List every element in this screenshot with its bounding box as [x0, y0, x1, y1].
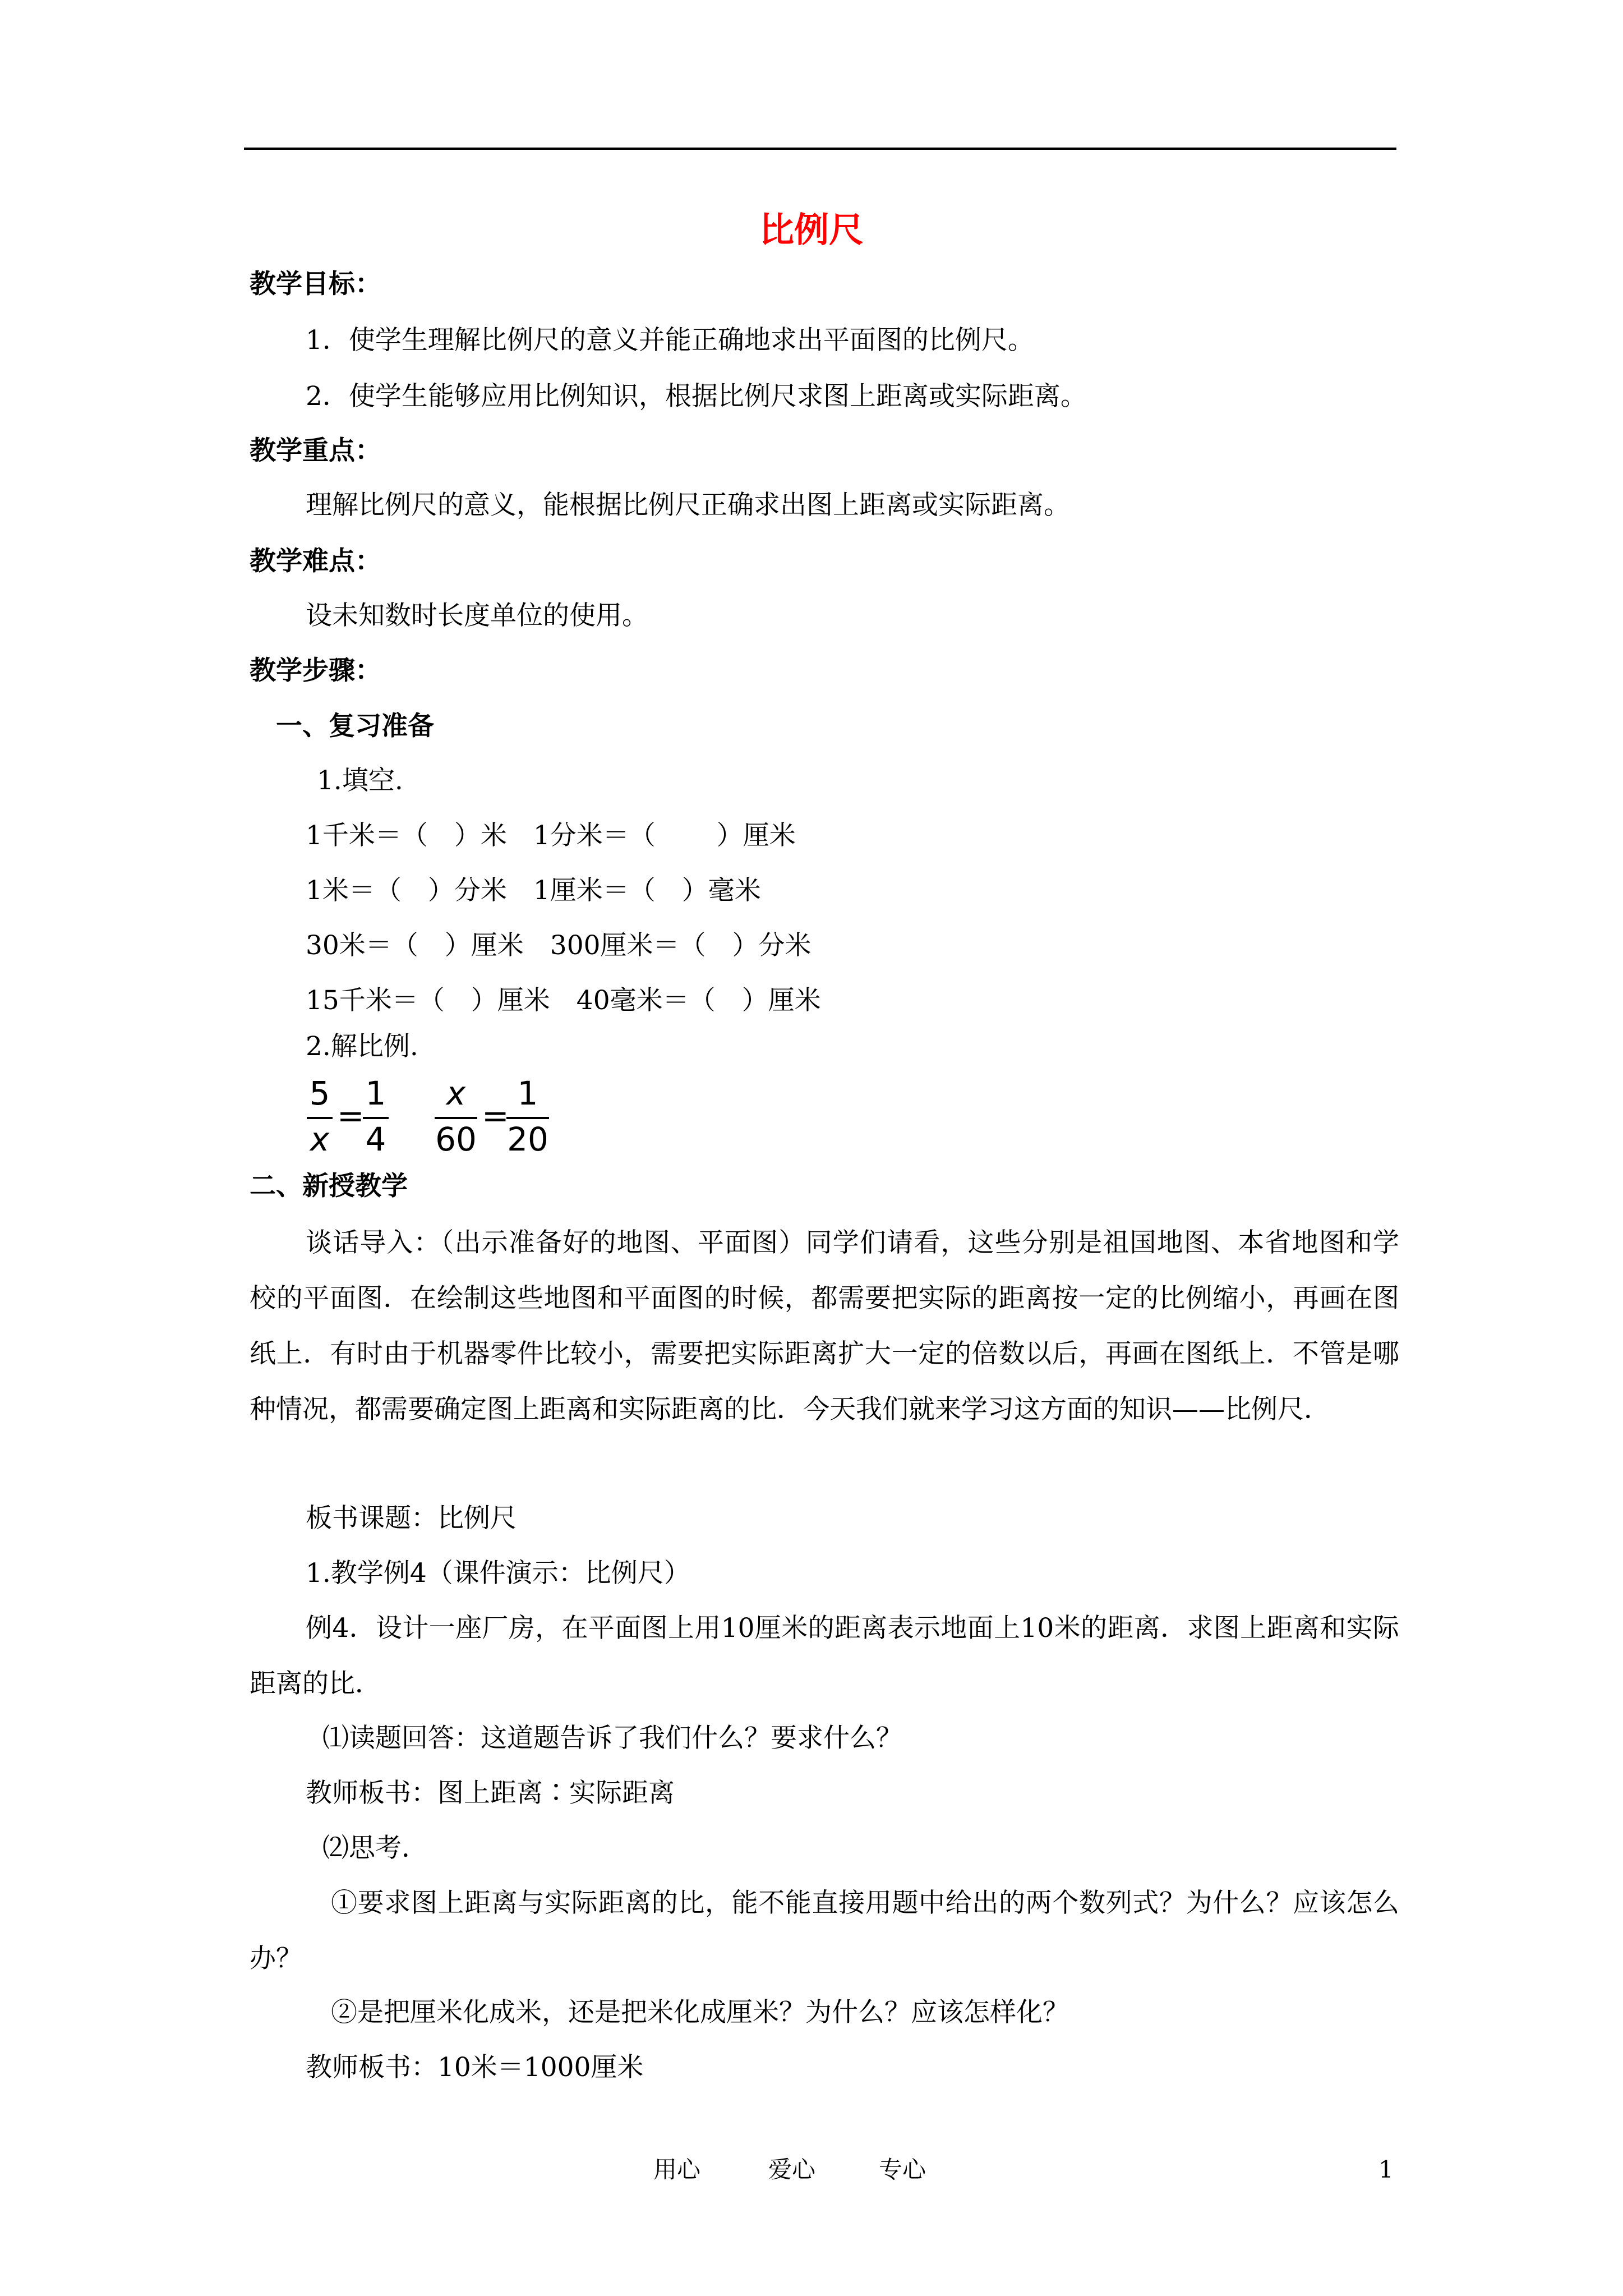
document-title: 比例尺	[759, 209, 864, 250]
fill-line: 30米＝（ ）厘米 300厘米＝（ ）分米	[306, 930, 811, 961]
difficulty-text: 设未知数时长度单位的使用。	[306, 600, 648, 631]
board-title: 板书课题：比例尺	[306, 1503, 517, 1534]
eq1-right-denominator: 4	[365, 1120, 386, 1158]
think-2: ②是把厘米化成米，还是把米化成厘米？为什么？应该怎样化？	[331, 1997, 1069, 2028]
footer-motto-3: 专心	[879, 2156, 926, 2183]
proportion-equation-1	[306, 1074, 401, 1158]
difficulty-heading: 教学难点：	[250, 546, 381, 577]
fill-line: 15千米＝（ ）厘米 40毫米＝（ ）厘米	[306, 985, 821, 1016]
review-heading: 一、复习准备	[276, 711, 434, 742]
think-1: ①要求图上距离与实际距离的比，能不能直接用题中给出的两个数列式？为什么？应该怎么办？	[250, 1888, 1399, 1974]
fill-title: 1.填空.	[317, 765, 403, 796]
footer-motto-2: 爱心	[768, 2156, 816, 2183]
intro-paragraph: 谈话导入：（出示准备好的地图、平面图）同学们请看，这些分别是祖国地图、本省地图和学校的平面图．在绘制这些地图和平面图的时候，都需要把实际的距离按一定的比例缩小，再画在图纸上．有时由于机器零件比较小，需要把实际距离扩大一定的倍数以后，再画在图纸上．不管是哪种情况，都需要确定图上距离和实际距离的比．今天我们就来学习这方面的知识——比例尺．	[250, 1227, 1399, 1425]
eq2-left-numerator: x	[446, 1074, 466, 1112]
question-2: ⑵思考．	[322, 1833, 428, 1864]
objective-2: 2．使学生能够应用比例知识，根据比例尺求图上距离或实际距离。	[306, 381, 1087, 412]
fill-line: 1米＝（ ）分米 1厘米＝（ ）毫米	[306, 875, 761, 906]
eq2-equals: =	[482, 1097, 509, 1135]
header-rule	[244, 148, 1396, 150]
eq1-right-numerator: 1	[365, 1074, 386, 1112]
objectives-heading: 教学目标：	[250, 269, 381, 300]
eq1-left-denominator: x	[310, 1120, 330, 1158]
solve-title: 2.解比例.	[306, 1031, 418, 1062]
eq2-right-numerator: 1	[517, 1074, 538, 1112]
eq1-left-numerator: 5	[309, 1074, 330, 1112]
eq2-left-denominator: 60	[435, 1120, 477, 1158]
eq2-right-denominator: 20	[507, 1120, 548, 1158]
footer-motto-1: 用心	[653, 2156, 701, 2183]
page-number: 1	[1378, 2156, 1394, 2183]
new-teaching-heading: 二、新授教学	[250, 1171, 408, 1202]
key-points-heading: 教学重点：	[250, 435, 381, 466]
teacher-board-2: 教师板书：10米＝1000厘米	[306, 2052, 644, 2083]
key-points-text: 理解比例尺的意义，能根据比例尺正确求出图上距离或实际距离。	[306, 490, 1070, 521]
eq1-equals: =	[337, 1097, 365, 1135]
fill-line: 1千米＝（ ）米 1分米＝（ ）厘米	[306, 820, 796, 851]
eq1-right-fraction-bar	[363, 1117, 389, 1119]
eq2-right-fraction-bar	[506, 1117, 549, 1119]
proportion-equation-2	[434, 1074, 568, 1158]
example-text: 例4．设计一座厂房，在平面图上用10厘米的距离表示地面上10米的距离．求图上距离和实际距离的比．	[250, 1613, 1399, 1699]
example-title: 1.教学例4（课件演示：比例尺）	[306, 1558, 690, 1589]
teacher-board-1: 教师板书：图上距离∶实际距离	[306, 1778, 675, 1809]
question-1: ⑴读题回答：这道题告诉了我们什么？要求什么？	[322, 1723, 902, 1754]
steps-heading: 教学步骤：	[250, 655, 381, 686]
eq1-left-fraction-bar	[307, 1117, 333, 1119]
objective-1: 1．使学生理解比例尺的意义并能正确地求出平面图的比例尺。	[306, 325, 1034, 356]
eq2-left-fraction-bar	[435, 1117, 477, 1119]
